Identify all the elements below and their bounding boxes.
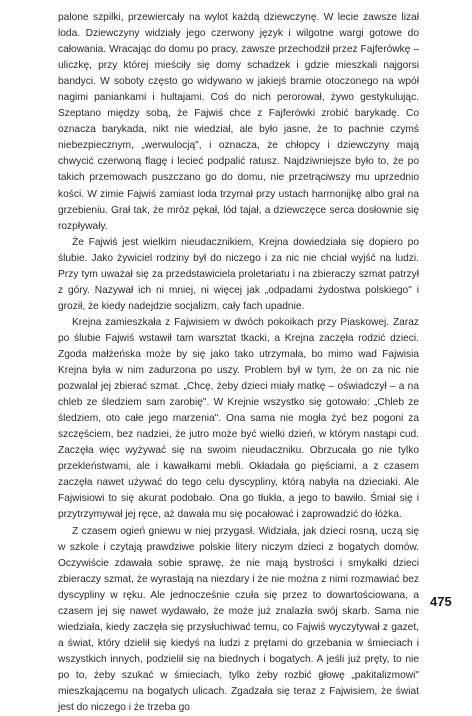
page-number: 475 [430, 594, 452, 609]
paragraph-1: palone szpilki, przewiercały na wylot każdą dziewczynę. W lecie zawsze lizał loda. Dziewczyny widziały jego czerwony język i wilgotne wargi gotowe do całowania. Wracając do domu po pracy, zawsze przechodził przez Fajferówkę – uliczkę, przy której mieściły się domy schadzek i gdzie mieszkali najgorsi bandyci. W soboty często go widywano w jakiejś bramie otoczonego na wpół nagimi paniankami i hultajami. Coś do nich perorował, żywo gestykulując. Szeptano między sobą, że Fajwiś chce z Fajferówki zrobić barykadę. Co oznacza barykada, nikt nie wiedział, ale było jasne, że to pachnie czymś niebezpiecznym, „werwulocją", i oznacza, że chłopcy i dziewczyny mają chwycić czerwoną flagę i lecieć podpalić ratusz. Najdziwniejsze było to, że po takich przemowach puszczano go do domu, nie przetrąciwszy mu uprzednio kości. W zimie Fajwiś zamiast loda trzymał przy ustach harmonijkę albo grał na grzebieniu. Grał tak, że mróz pękał, lód tajał, a dziewczęce serca dosłownie się rozpływały. [58, 10, 419, 235]
paragraph-4: Z czasem ogień gniewu w niej przygasł. Widziała, jak dzieci rosną, uczą się w szkole i czytają prawdziwe polskie litery niczym dzieci z bogatych domów. Oczywiście zdawała sobie sprawę, że nie mają bystrości i smykałki dzieci zbieraczy szmat, że wyrastają na niezdary i że nie można z nimi rozmawiać bez dyscypliny w ręku. Ale jednocześnie czuła się przez to dowartościowana, a czasem jej się nawet wydawało, że może już znalazła swój skarb. Sama nie wiedziała, kiedy zaczęła się przysłuchiwać temu, co Fajwiś wyczytywał z gazet, a świat, który dzielił się kiedyś na ludzi z prętami do grzebania w śmieciach i wszystkich innych, podzielił się na biednych i bogatych. A jeśli już pręty, to nie po to, żeby szukać w śmieciach, tylko żeby rozbić głowę „pakitalizmowi" mieszkającemu na bogatych ulicach. Zgadzała się teraz z Fajwisiem, że świat jest do niczego i że trzeba go [58, 524, 419, 716]
paragraph-2: Że Fajwiś jest wielkim nieudacznikiem, Krejna dowiedziała się dopiero po ślubie. Jako żywiciel rodziny był do niczego i za nic nie chciał wyjść na ludzi. Przy tym uważał się za przedstawiciela proletariatu i na zbieraczy szmat patrzył z góry. Nazywał ich ni mniej, ni więcej jak „odpadami żydostwa polskiego" i groził, że kiedy nadejdzie socjalizm, cały fach upadnie. [58, 235, 419, 315]
paragraph-3: Krejna zamieszkała z Fajwisiem w dwóch pokoikach przy Piaskowej. Zaraz po ślubie Fajwiś wstawił tam warsztat tkacki, a Krejna zaczęła rodzić dzieci. Zgoda małżeńska może by się jako tako utrzymała, bo mimo wad Fajwisia Krejna była w nim zadurzona po uszy. Problem był w tym, że on za nic nie pozwalał jej zbierać szmat. „Chcę, żeby dzieci miały matkę – oświadczył – a na chleb ze śledziem sam zarobię". W Krejnie wszystko się gotowało: „Chleb ze śledziem, oto całe jego marzenia". Ona sama nie mogła żyć bez pogoni za szczęściem, bez nadziei, że jutro może być wielki dzień, w którym nastąpi cud. Zaczęła więc wyżywać się na swoim nieudaczniku. Obrzucała go nie tylko przekleństwami, ale i kawałkami mebli. Okładała go pięściami, a z czasem zaczęła nawet używać do tego celu dyscypliny, którą nabyła na dzieciaki. Ale Fajwisiowi to się akurat podobało. Ona go tłukła, a jego to bawiło. Śmiał się i przytrzymywał jej ręce, aż dawała mu się pocałować i zaprowadzić do łóżka. [58, 315, 419, 524]
body-text [58, 10, 419, 716]
